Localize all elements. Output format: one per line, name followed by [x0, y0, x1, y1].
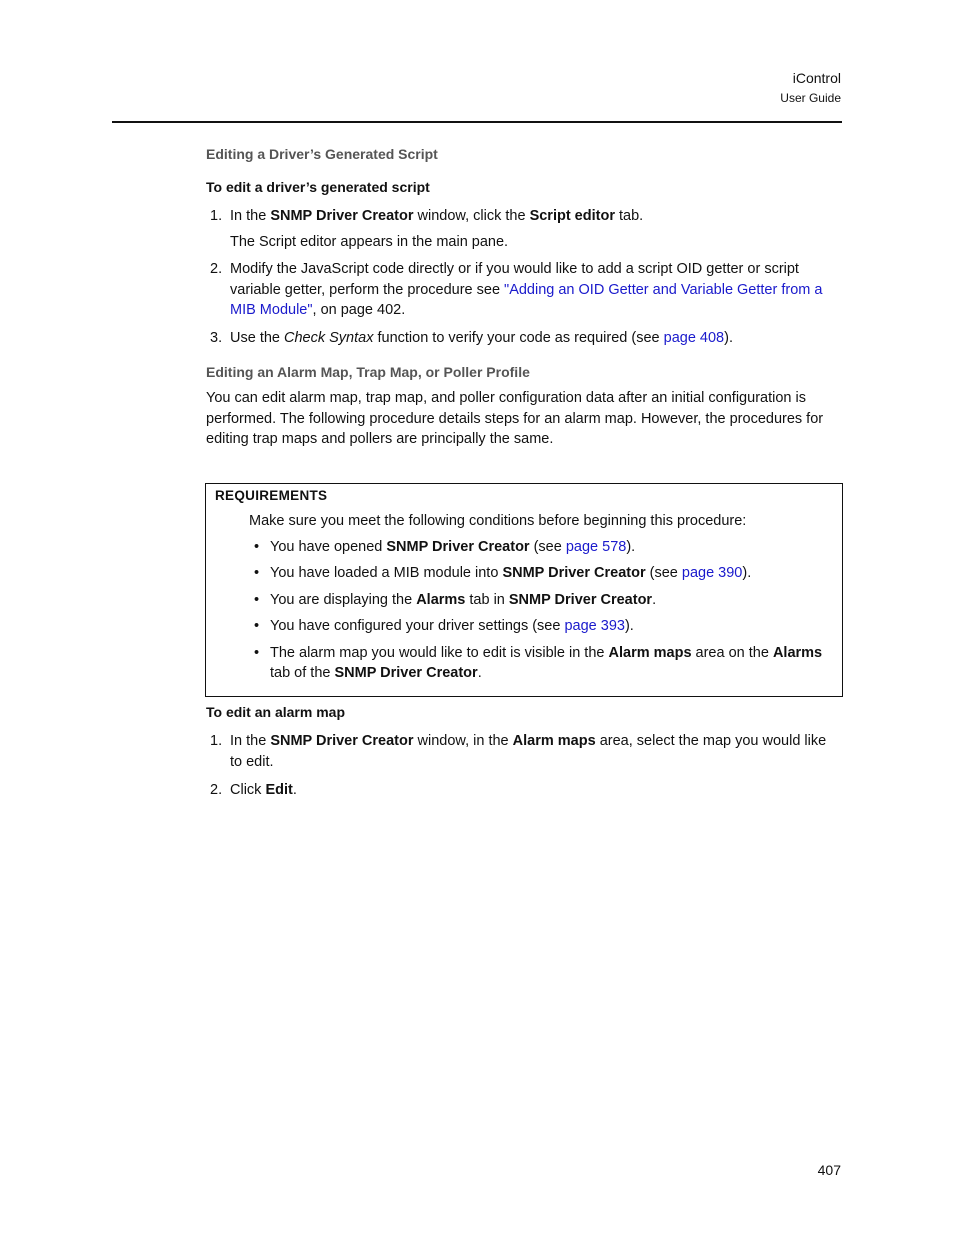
- requirements-box: [205, 483, 843, 697]
- link-page-393[interactable]: page 393: [564, 618, 625, 634]
- step-number: 2.: [210, 782, 223, 798]
- requirement-item: • You are displaying the Alarms tab in SNMP Driver Creator.: [254, 592, 657, 608]
- section-intro-paragraph: You can edit alarm map, trap map, and poller configuration data after an initial configuration is performed. The following procedure details steps for an alarm map. However, the procedures for editing trap maps and pollers are principally the same.: [206, 390, 824, 447]
- requirements-title: REQUIREMENTS: [215, 488, 328, 503]
- header-subtitle: User Guide: [780, 91, 841, 105]
- page-number: 407: [817, 1162, 841, 1178]
- bullet-icon: •: [254, 618, 260, 634]
- step-number: 1.: [210, 208, 223, 224]
- procedure-title-edit-script: To edit a driver’s generated script: [206, 179, 430, 195]
- bullet-icon: •: [254, 592, 260, 608]
- step-number: 1.: [210, 733, 223, 749]
- requirement-item: • The alarm map you would like to edit is visible in the Alarm maps area on the Alarms tab of the SNMP Driver Creator.: [254, 645, 823, 681]
- section-heading-alarm-map: Editing an Alarm Map, Trap Map, or Poller Profile: [206, 364, 530, 380]
- step-result: The Script editor appears in the main pane.: [230, 233, 509, 250]
- step-number: 2.: [210, 261, 223, 277]
- bullet-icon: •: [254, 539, 260, 555]
- bullet-icon: •: [254, 565, 260, 581]
- step-3-script: 3. Use the Check Syntax function to verify your code as required (see page 408).: [206, 328, 842, 349]
- link-page-578[interactable]: page 578: [565, 539, 627, 555]
- bullet-icon: •: [254, 645, 260, 661]
- step-1-script: 1. In the SNMP Driver Creator window, click the Script editor tab. The Script editor appears in the main pane.: [206, 206, 842, 252]
- step-1-alarm-map: 1. In the SNMP Driver Creator window, in the Alarm maps area, select the map you would like to edit.: [210, 733, 827, 770]
- header-product: iControl: [792, 70, 841, 86]
- step-number: 3.: [210, 330, 223, 346]
- requirements-intro: Make sure you meet the following conditions before beginning this procedure:: [249, 513, 747, 529]
- link-page-408[interactable]: page 408: [663, 330, 725, 346]
- link-page-390[interactable]: page 390: [681, 565, 743, 581]
- link-adding-oid-getter[interactable]: "Adding an OID Getter and Variable Getter from a MIB Module": [230, 281, 823, 318]
- requirement-item: • You have loaded a MIB module into SNMP Driver Creator (see page 390).: [254, 565, 752, 581]
- requirement-item: • You have configured your driver settings (see page 393).: [254, 618, 634, 634]
- requirement-item: • You have opened SNMP Driver Creator (see page 578).: [254, 539, 636, 555]
- procedure-title-edit-alarm-map: To edit an alarm map: [206, 704, 345, 720]
- step-2-alarm-map: 2. Click Edit.: [206, 780, 842, 801]
- step-2-script: 2. Modify the JavaScript code directly or if you would like to add a script OID getter or script variable getter, perform the procedure see "Adding an OID Getter and Variable Getter from a MIB Module", on page 402.: [210, 261, 823, 318]
- section-heading-generated-script: Editing a Driver’s Generated Script: [206, 146, 438, 162]
- header-rule: [112, 121, 842, 123]
